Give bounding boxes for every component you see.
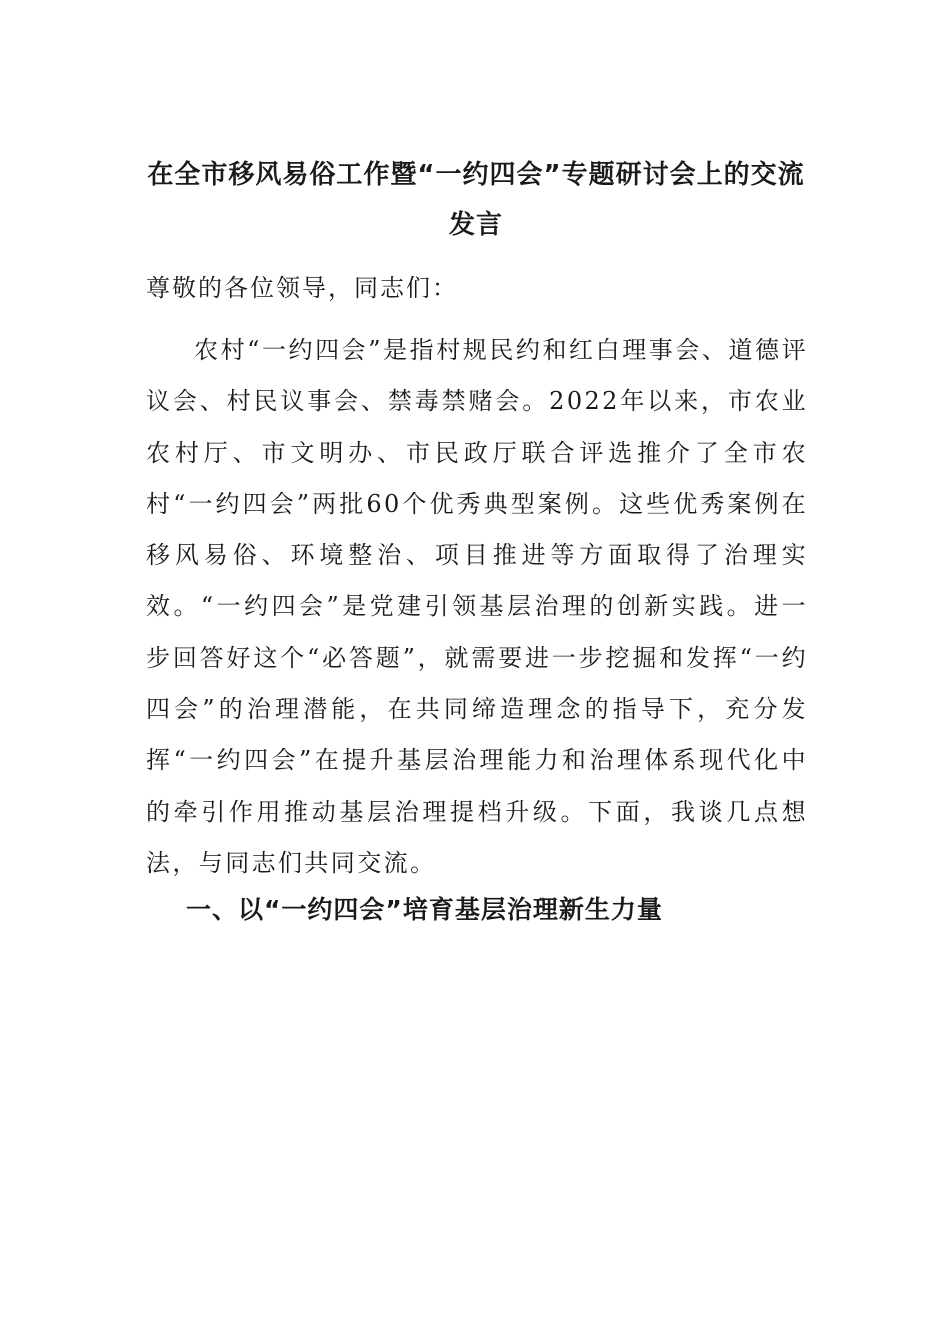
section-heading: 一、以“一约四会”培育基层治理新生力量 bbox=[186, 895, 663, 924]
salutation: 尊敬的各位领导，同志们： bbox=[146, 274, 458, 302]
document-title: 在全市移风易俗工作暨“一约四会”专题研讨会上的交流发言 bbox=[147, 160, 805, 240]
body-paragraph: 农村“一约四会”是指村规民约和红白理事会、道德评议会、村民议事会、禁毒禁赌会。2022年以来，市农业农村厅、市文明办、市民政厅联合评选推介了全市农村“一约四会”两批60个优秀典型案例。这些优秀案例在移风易俗、环境整治、项目推进等方面取得了治理实效。“一约四会”是党建引领基层治理的创新实践。进一步回答好这个“必答题”，就需要进一步挖掘和发挥“一约四会”的治理潜能，在共同缔造理念的指导下，充分发挥“一约四会”在提升基层治理能力和治理体系现代化中的牵引作用推动基层治理提档升级。下面，我谈几点想法，与同志们共同交流。 bbox=[146, 336, 808, 877]
